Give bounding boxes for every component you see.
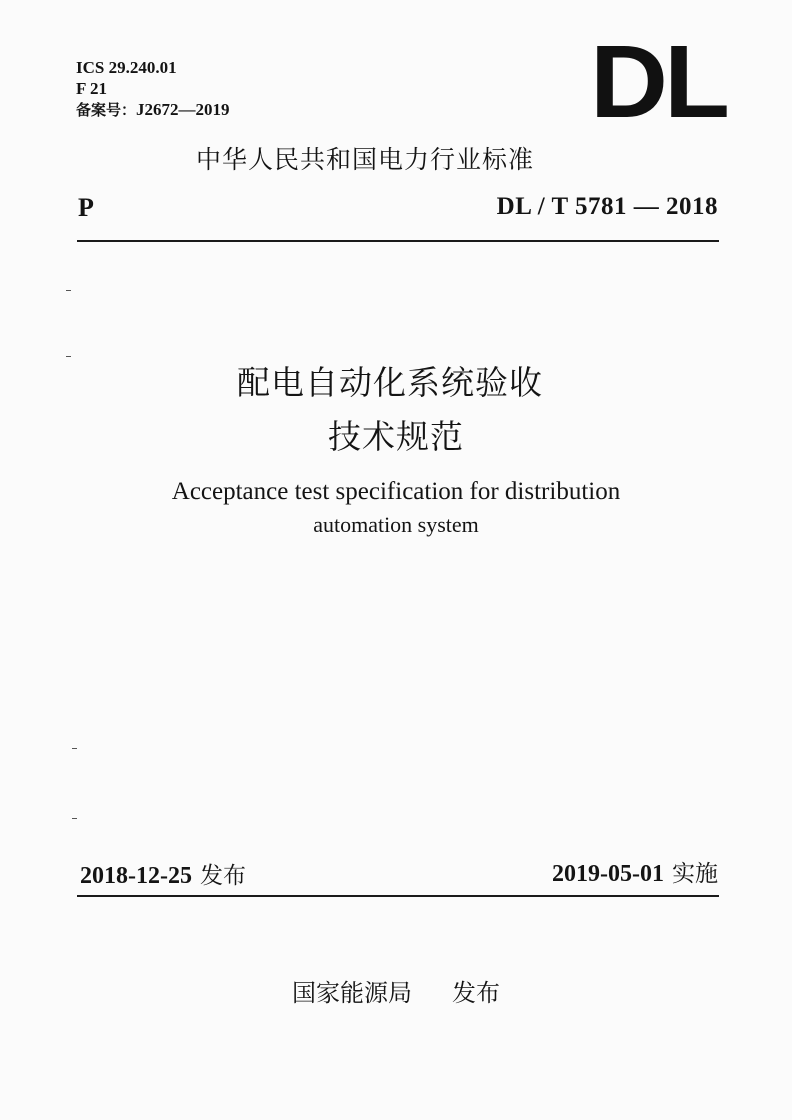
chinese-title-line2: 技术规范 bbox=[328, 417, 464, 456]
implement-date-value: 2019-05-01 bbox=[552, 861, 664, 887]
publish-date-label: 发布 bbox=[199, 863, 246, 889]
publisher bbox=[0, 973, 792, 1008]
top-divider bbox=[77, 240, 719, 242]
publish-date-value: 2018-12-25 bbox=[80, 863, 192, 889]
record-label: 备案号： bbox=[76, 101, 137, 119]
record-value: J2672—2019 bbox=[136, 100, 230, 119]
chinese-title-line1: 配电自动化系统验收 bbox=[237, 363, 543, 402]
scan-mark bbox=[72, 818, 77, 819]
scan-mark bbox=[66, 290, 71, 291]
ccs-code: F 21 bbox=[76, 79, 108, 98]
record-number bbox=[76, 100, 230, 120]
english-title-line2: automation system bbox=[313, 512, 479, 537]
ics-code: ICS 29.240.01 bbox=[76, 58, 177, 77]
publisher-name: 国家能源局 bbox=[292, 979, 412, 1007]
publish-date bbox=[80, 857, 246, 890]
implement-date-label: 实施 bbox=[672, 861, 718, 887]
dl-logo: DL bbox=[590, 24, 726, 139]
implement-date bbox=[552, 855, 718, 888]
category-code: P bbox=[78, 193, 94, 222]
standard-number: DL / T 5781 — 2018 bbox=[496, 193, 718, 220]
standard-type: 中华人民共和国电力行业标准 bbox=[196, 145, 535, 174]
english-title-line1: Acceptance test specification for distribution bbox=[171, 478, 621, 505]
bottom-divider bbox=[77, 895, 719, 897]
publisher-label: 发布 bbox=[452, 979, 500, 1007]
scan-mark bbox=[72, 748, 77, 749]
